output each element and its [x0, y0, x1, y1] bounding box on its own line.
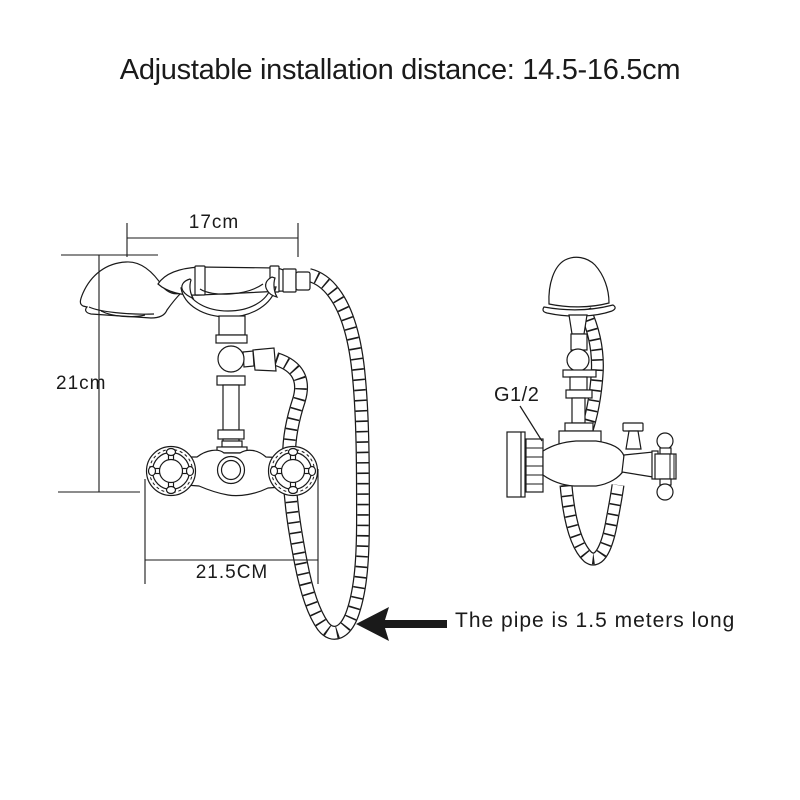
cross-handle-side	[655, 433, 676, 500]
hose-elbow-fitting	[243, 348, 276, 371]
side-view-drawing	[507, 257, 676, 559]
page-title: Adjustable installation distance: 14.5-16.5cm	[119, 54, 681, 86]
riser-pipe	[212, 316, 252, 459]
pipe-length-note: The pipe is 1.5 meters long	[455, 609, 736, 632]
handle-end-cap	[283, 269, 296, 292]
cross-handle-left	[147, 447, 196, 496]
dim-label-21-5cm: 21.5CM	[195, 562, 269, 583]
spout-cone	[622, 452, 653, 477]
wall-plate	[507, 432, 525, 497]
diverter-knob-cap	[623, 423, 643, 431]
thread-size-label: G1/2	[494, 384, 540, 406]
diverter-knob-stem	[626, 431, 641, 449]
wall-mount-thread	[507, 406, 543, 497]
bell-shower-head	[543, 257, 615, 334]
arrow-left-icon	[356, 607, 447, 641]
ball-joint	[218, 346, 244, 372]
head-neck	[569, 315, 587, 334]
dim-label-17cm: 17cm	[188, 212, 240, 233]
hose-u-loop	[566, 485, 618, 559]
dim-label-21cm: 21cm	[56, 373, 107, 394]
ball-joint-side	[567, 349, 589, 371]
cross-handle-right	[269, 447, 318, 496]
hose-connector	[296, 272, 310, 290]
